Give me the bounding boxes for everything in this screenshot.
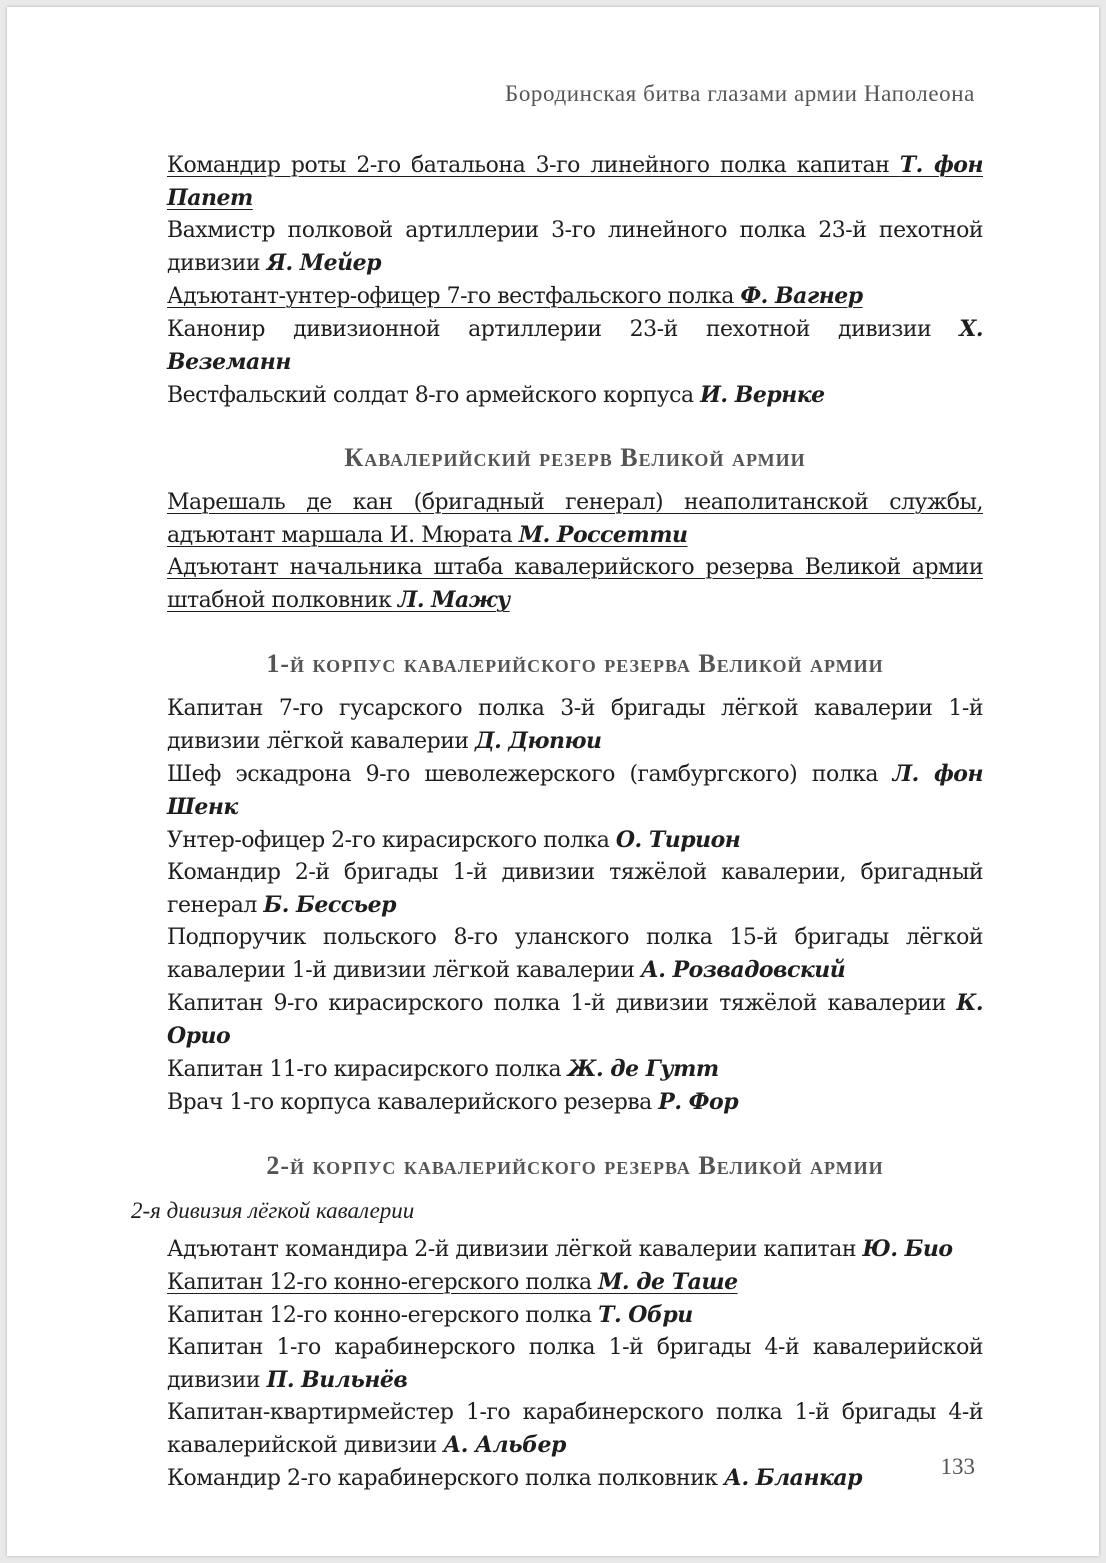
entry-text: Канонир дивизионной артиллерии 23-й пехотной дивизии — [167, 317, 960, 342]
entry-text: Капитан 1-го карабинерского полка 1-й бригады 4-й кавалерийской дивизии — [167, 1335, 983, 1393]
entry-wagner[interactable] — [167, 280, 983, 313]
entry-person-name: Д. Дюпюи — [475, 728, 602, 754]
entry-person-name: Р. Фор — [658, 1089, 739, 1115]
section-heading-cavalry-reserve: Кавалерийский резерв Великой армии — [344, 443, 806, 472]
entry-text: Адъютант-унтер-офицер 7-го вестфальского полка — [167, 284, 741, 309]
entry-text: Вестфальский солдат 8-го армейского корпуса — [167, 383, 701, 408]
entry-text: Адъютант командира 2-й дивизии лёгкой кавалерии капитан — [167, 1237, 863, 1262]
entry-person-name: М. Россетти — [518, 522, 688, 548]
entry-person-name: П. Вильнёв — [266, 1367, 408, 1393]
entry-person-name: Ю. Био — [862, 1236, 953, 1262]
entry-aubry — [167, 1299, 983, 1332]
entry-text: Командир 2-й бригады 1-й дивизии тяжёлой кавалерии, бригадный генерал — [167, 860, 983, 918]
entry-thirion — [167, 824, 983, 857]
entry-person-name: Л. фон Шенк — [167, 761, 983, 820]
entry-rozwadowski — [167, 922, 983, 987]
entry-wernke — [167, 379, 983, 412]
entry-person-name: Ф. Вагнер — [740, 283, 863, 309]
entry-person-name: Ж. де Гутт — [567, 1056, 719, 1082]
entry-person-name: И. Вернке — [700, 382, 825, 408]
entry-text: Капитан 7-го гусарского полка 3-й бригады лёгкой кавалерии 1-й дивизии лёгкой кавалерии — [167, 696, 983, 754]
page-number: 133 — [940, 1454, 975, 1479]
section-heading-corps-1: 1-й корпус кавалерийского резерва Великой армии — [266, 649, 884, 678]
entry-person-name: Т. Обри — [598, 1302, 693, 1328]
entry-text: Командир 2-го карабинерского полка полковник — [167, 1466, 725, 1491]
entry-person-name: М. де Таше — [598, 1269, 738, 1295]
entry-text: Адъютант начальника штаба кавалерийского резерва Великой армии штабной полковник — [167, 555, 983, 613]
entry-person-name: Л. Мажу — [397, 587, 510, 613]
page-content — [131, 149, 983, 1495]
entry-text: Унтер-офицер 2-го кирасирского полка — [167, 828, 616, 853]
entry-faure — [167, 1086, 983, 1119]
entry-text: Капитан 12-го конно-егерского полка — [167, 1303, 599, 1328]
entry-tascher[interactable] — [167, 1266, 983, 1299]
entry-text: Капитан 9-го кирасирского полка 1-й дивизии тяжёлой кавалерии — [167, 991, 957, 1016]
entry-text: Марешаль де кан (бригадный генерал) неаполитанской службы, адъютант маршала И. Мюрата — [167, 490, 983, 548]
entry-person-name: О. Тирион — [615, 827, 741, 853]
entry-person-name: А. Бланкар — [724, 1465, 863, 1491]
entry-bio — [167, 1233, 983, 1266]
entry-person-name: К. Орио — [167, 990, 983, 1049]
entry-rossetti[interactable] — [167, 487, 983, 552]
entry-villeneuve — [167, 1332, 983, 1397]
entry-oriot — [167, 987, 983, 1053]
entry-text: Вахмистр полковой артиллерии 3-го линейного полка 23-й пехотной дивизии — [167, 218, 983, 276]
entry-person-name: Б. Бессьер — [263, 892, 397, 918]
running-head: Бородинская битва глазами армии Наполеона — [505, 81, 975, 106]
entry-text: Капитан 12-го конно-егерского полка — [167, 1270, 599, 1295]
entry-text: Шеф эскадрона 9-го шеволежерского (гамбургского) полка — [167, 762, 893, 787]
book-page — [7, 7, 1099, 1556]
entry-text: Капитан-квартирмейстер 1-го карабинерского полка 1-й бригады 4-й кавалерийской дивизии — [167, 1400, 983, 1458]
entry-bessieres — [167, 857, 983, 922]
entry-albert — [167, 1397, 983, 1462]
entry-meyer — [167, 215, 983, 280]
entry-papet[interactable] — [167, 149, 983, 215]
entry-gutt — [167, 1053, 983, 1086]
entry-person-name: Т. фон Папет — [167, 152, 983, 211]
entry-person-name: Я. Мейер — [266, 250, 382, 276]
entry-text: Подпоручик польского 8-го уланского полка 15-й бригады лёгкой кавалерии 1-й дивизии лёгкой кавалерии — [167, 925, 983, 983]
entry-wesemann — [167, 313, 983, 379]
entry-text: Капитан 11-го кирасирского полка — [167, 1057, 568, 1082]
entry-text: Командир роты 2-го батальона 3-го линейного полка капитан — [167, 153, 900, 178]
entry-person-name: А. Розвадовский — [640, 957, 846, 983]
entry-person-name: А. Альбер — [443, 1432, 566, 1458]
subsection-heading-division-2: 2-я дивизия лёгкой кавалерии — [131, 1198, 415, 1223]
entry-person-name: Х. Веземанн — [167, 316, 983, 375]
entry-mazhu[interactable] — [167, 552, 983, 617]
entry-dupuy — [167, 693, 983, 758]
entry-schenk — [167, 758, 983, 824]
entry-text: Врач 1-го корпуса кавалерийского резерва — [167, 1090, 659, 1115]
entry-blancard — [167, 1462, 983, 1495]
section-heading-corps-2: 2-й корпус кавалерийского резерва Великой армии — [266, 1151, 884, 1180]
